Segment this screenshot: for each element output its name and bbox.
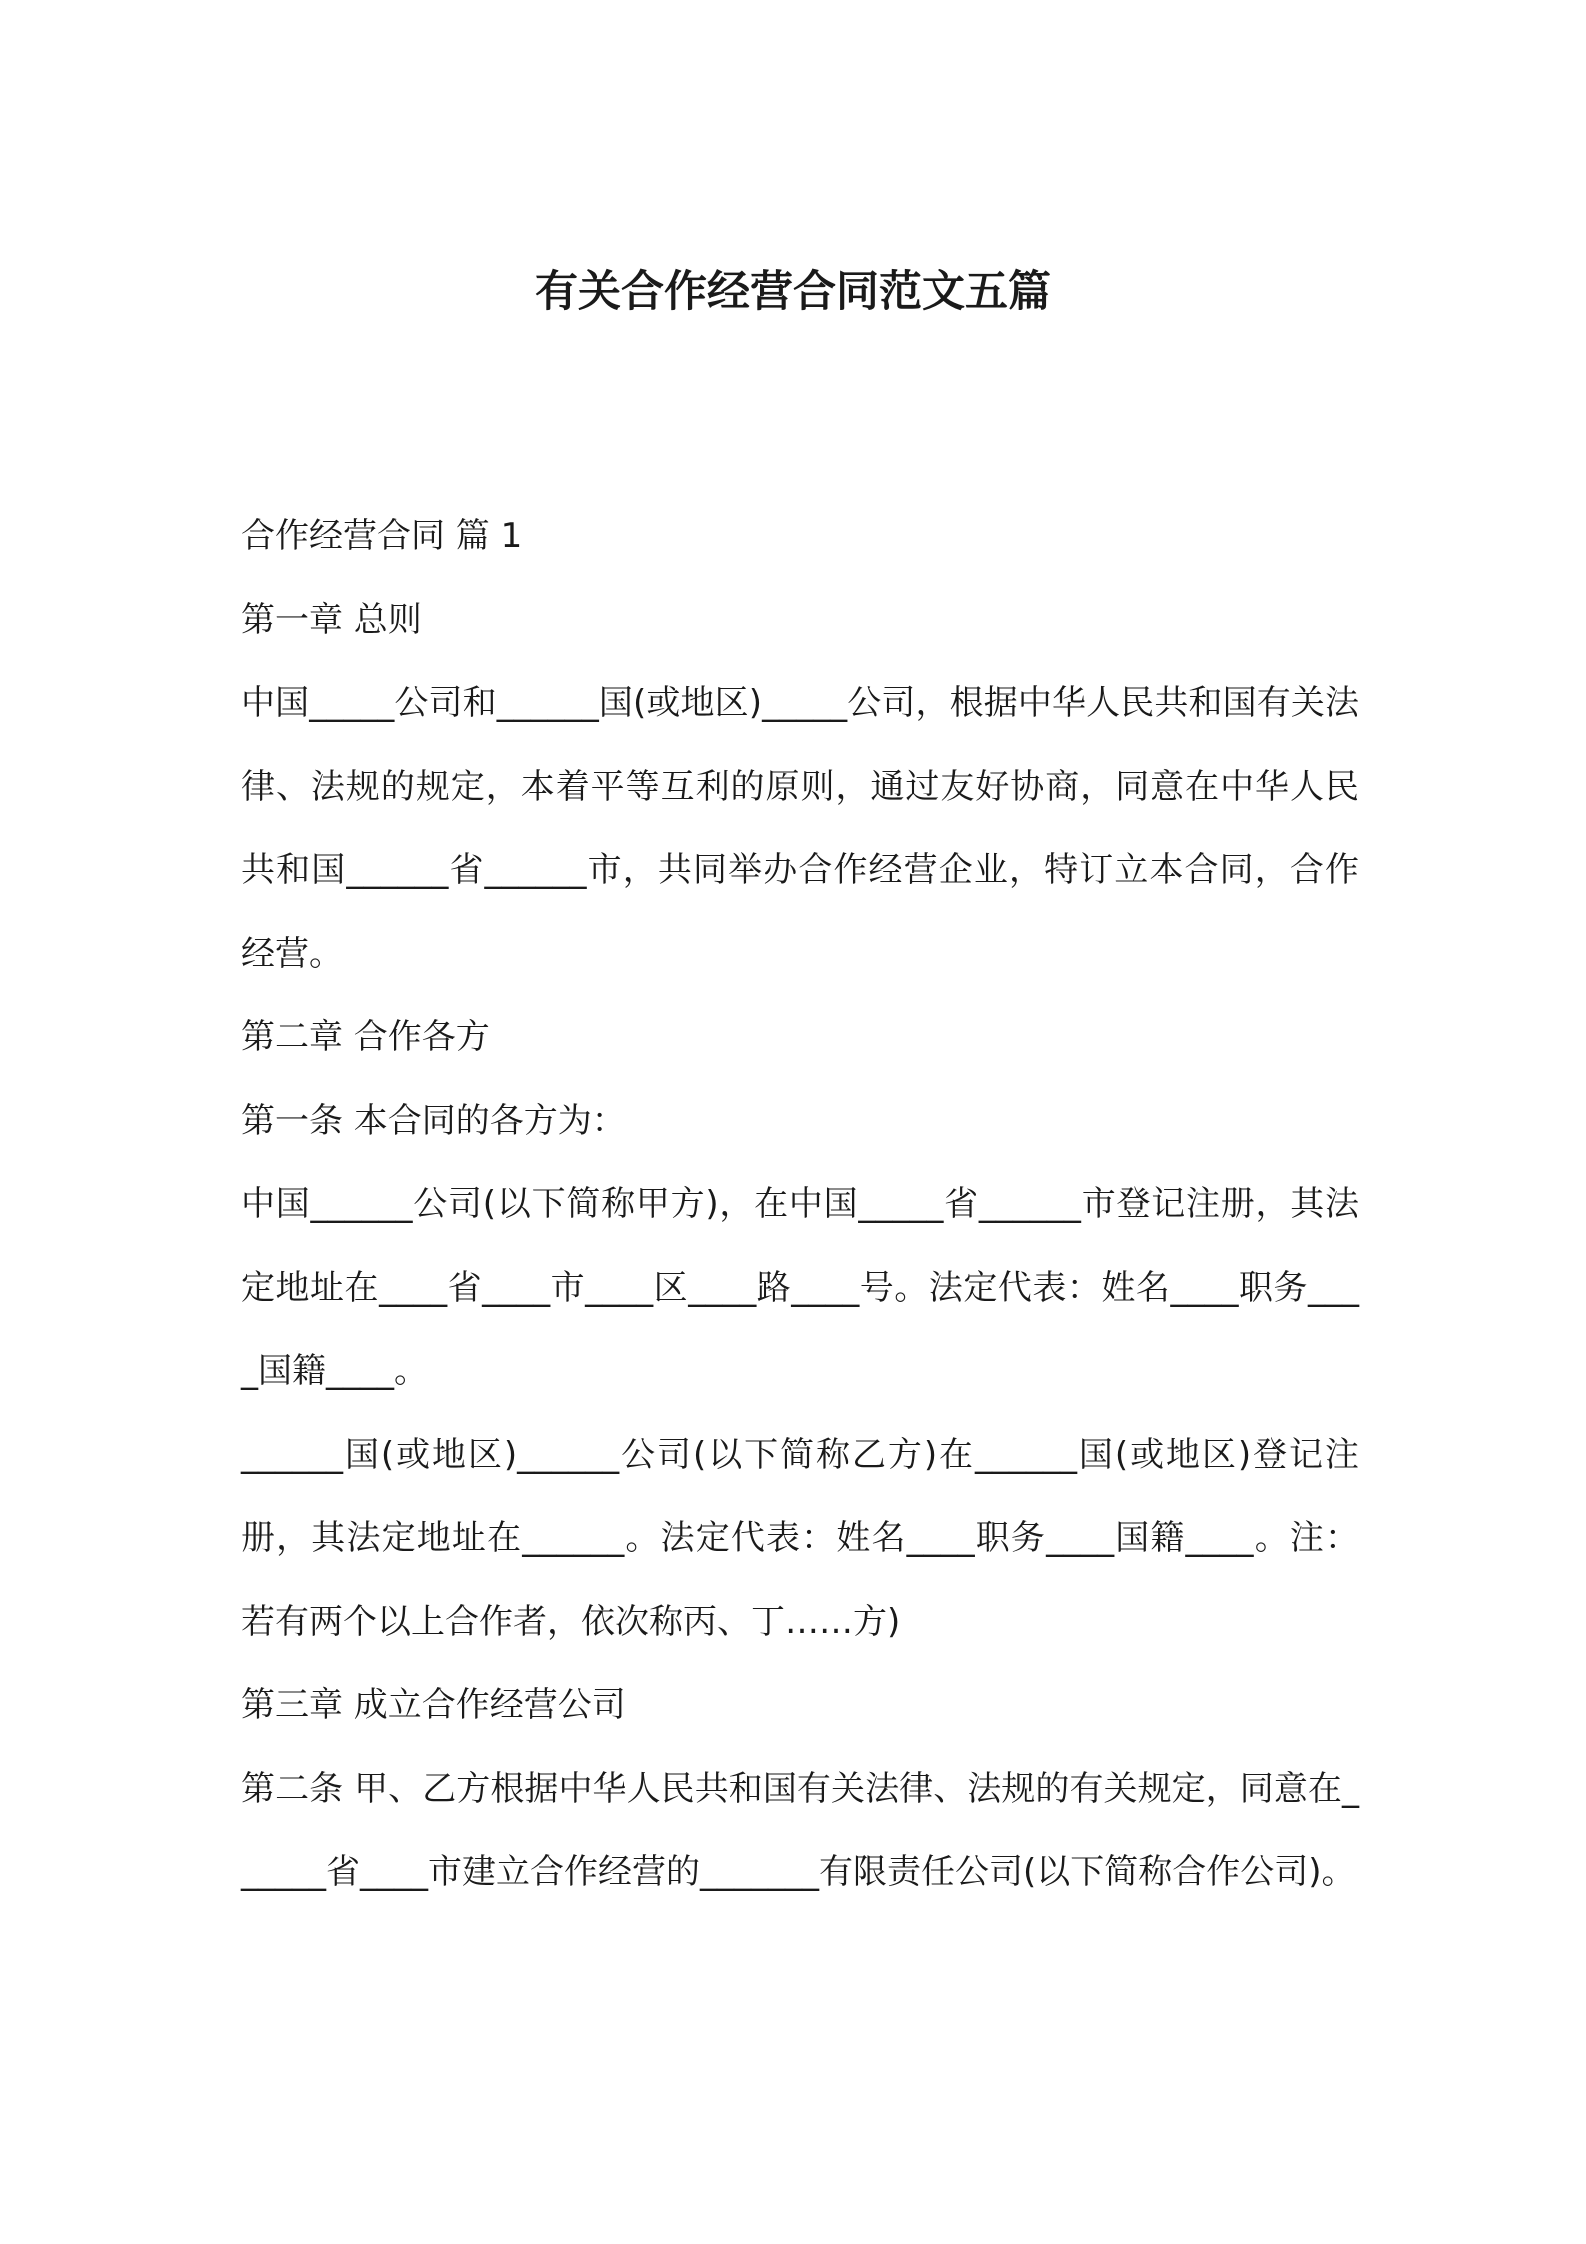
chapter-1-heading: 第一章 总则 [241, 599, 422, 640]
section-heading-part-1: 合作经营合同 篇 1 [241, 516, 523, 556]
article-2-paragraph: 第二条 甲、乙方根据中华人民共和国有关法律、法规的有关规定，同意在______省____市建立合作经营的_______有限责任公司(以下简称合作公司)。 [241, 1768, 1359, 1892]
document-body [241, 495, 1359, 1915]
chapter-3-heading: 第三章 成立合作经营公司 [241, 1685, 626, 1725]
document-title: 有关合作经营合同范文五篇 [535, 267, 1051, 317]
chapter-2-heading: 第二章 合作各方 [241, 1017, 490, 1057]
article-1-heading: 第一条 本合同的各方为： [241, 1100, 626, 1141]
party-a-paragraph: 中国______公司(以下简称甲方)，在中国_____省______市登记注册，其法定地址在____省____市____区____路____号。法定代表：姓名____职务____国籍____。 [241, 1184, 1359, 1391]
preamble-paragraph: 中国_____公司和______国(或地区)_____公司，根据中华人民共和国有关法律、法规的规定，本着平等互利的原则，通过友好协商，同意在中华人民共和国______省______市，共同举办合作经营企业，特订立本合同，合作经营。 [241, 683, 1359, 974]
party-b-paragraph: ______国(或地区)______公司(以下简称乙方)在______国(或地区)登记注册，其法定地址在______。法定代表：姓名____职务____国籍____。注：若有两个以上合作者，依次称丙、丁……方) [241, 1434, 1359, 1642]
